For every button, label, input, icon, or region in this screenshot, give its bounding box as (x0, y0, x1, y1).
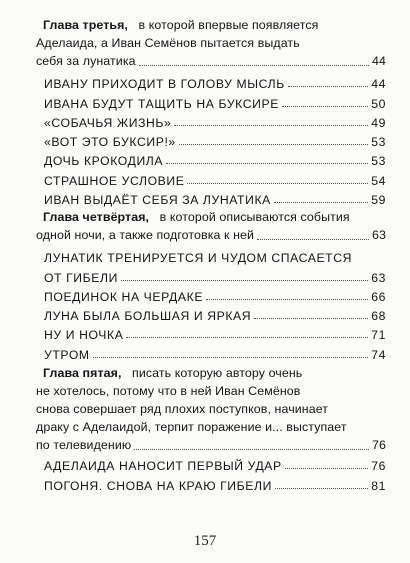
leader-dots (254, 318, 368, 319)
leader-dots (121, 280, 368, 281)
chapter-5-title: Глава пятая, (43, 366, 122, 380)
toc-entry: «ВОТ ЭТО БУКСИР!» 53 (44, 135, 386, 150)
leader-dots (139, 65, 369, 66)
toc-entry: ИВАН ВЫДАЁТ СЕБЯ ЗА ЛУНАТИКА 59 (44, 193, 386, 208)
toc-entry: СТРАШНОЕ УСЛОВИЕ 54 (44, 173, 386, 188)
toc-entry: НУ И НОЧКА 71 (44, 328, 386, 343)
toc-entry: ПОЕДИНОК НА ЧЕРДАКЕ 66 (44, 289, 386, 304)
leader-dots (174, 125, 368, 126)
chapter-5-line-2: не хотелось, потому что в ней Иван Семёнов (36, 384, 301, 398)
chapter-4-title: Глава четвёртая, (43, 210, 150, 224)
leader-dots (126, 337, 368, 338)
chapter-3-page: 44 (372, 54, 386, 68)
chapter-5-line-5: по телевидению 76 (36, 438, 386, 452)
chapter-5-line-3: снова совершает ряд плохих поступков, начинает (36, 402, 329, 416)
leader-dots (285, 468, 368, 469)
toc-entry: ЛУНА БЫЛА БОЛЬШАЯ И ЯРКАЯ 68 (44, 309, 386, 324)
toc-entry: ПОГОНЯ. СНОВА НА КРАЮ ГИБЕЛИ 81 (44, 478, 386, 493)
leader-dots (274, 202, 368, 203)
leader-dots (275, 488, 368, 489)
chapter-4-line-2: одной ночи, а также подготовка к ней 63 (36, 228, 386, 242)
toc-entry: АДЕЛАИДА НАНОСИТ ПЕРВЫЙ УДАР 76 (44, 459, 386, 474)
chapter-3-heading (36, 16, 386, 70)
chapter-4-line-1: Глава четвёртая, в которой описываются события (36, 208, 386, 226)
chapter-5-line-4: драку с Аделаидой, терпит поражение и... выступает (36, 420, 347, 434)
leader-dots (187, 183, 368, 184)
toc-entry: ДОЧЬ КРОКОДИЛА 53 (44, 154, 386, 169)
toc-entry: УТРОМ 74 (44, 347, 386, 362)
chapter-5-page: 76 (372, 438, 386, 452)
chapter-4-page: 63 (372, 228, 386, 242)
page-number: 157 (193, 533, 217, 549)
chapter-3-line-1: Глава третья, в которой впервые появляется (36, 16, 386, 34)
toc-entry: ОТ ГИБЕЛИ 63 (44, 270, 386, 285)
leader-dots (134, 449, 369, 450)
chapter-5-line-1: Глава пятая, писать которую автору очень (36, 364, 386, 382)
leader-dots (93, 357, 369, 358)
leader-dots (257, 239, 369, 240)
chapter-3-line-3: себя за лунатика 44 (36, 54, 386, 68)
leader-dots (166, 163, 368, 164)
chapter-5-sections (44, 454, 386, 493)
chapter-5-heading (36, 364, 386, 454)
leader-dots (282, 106, 368, 107)
chapter-3-sections (44, 72, 386, 207)
toc-entry: «СОБАЧЬЯ ЖИЗНЬ» 49 (44, 115, 386, 130)
toc-entry: ИВАНУ ПРИХОДИТ В ГОЛОВУ МЫСЛЬ 44 (44, 77, 386, 92)
leader-dots (288, 86, 368, 87)
chapter-4-heading (36, 208, 386, 244)
leader-dots (206, 299, 368, 300)
toc-entry: ИВАНА БУДУТ ТАЩИТЬ НА БУКСИРЕ 50 (44, 96, 386, 111)
chapter-3-title: Глава третья, (43, 18, 128, 32)
leader-dots (179, 144, 368, 145)
chapter-3-line-2: Аделаида, а Иван Семёнов пытается выдать (36, 36, 300, 50)
chapter-4-sections (44, 246, 386, 362)
toc-entry: ЛУНАТИК ТРЕНИРУЕТСЯ И ЧУДОМ СПАСАЕТСЯ (44, 251, 353, 266)
